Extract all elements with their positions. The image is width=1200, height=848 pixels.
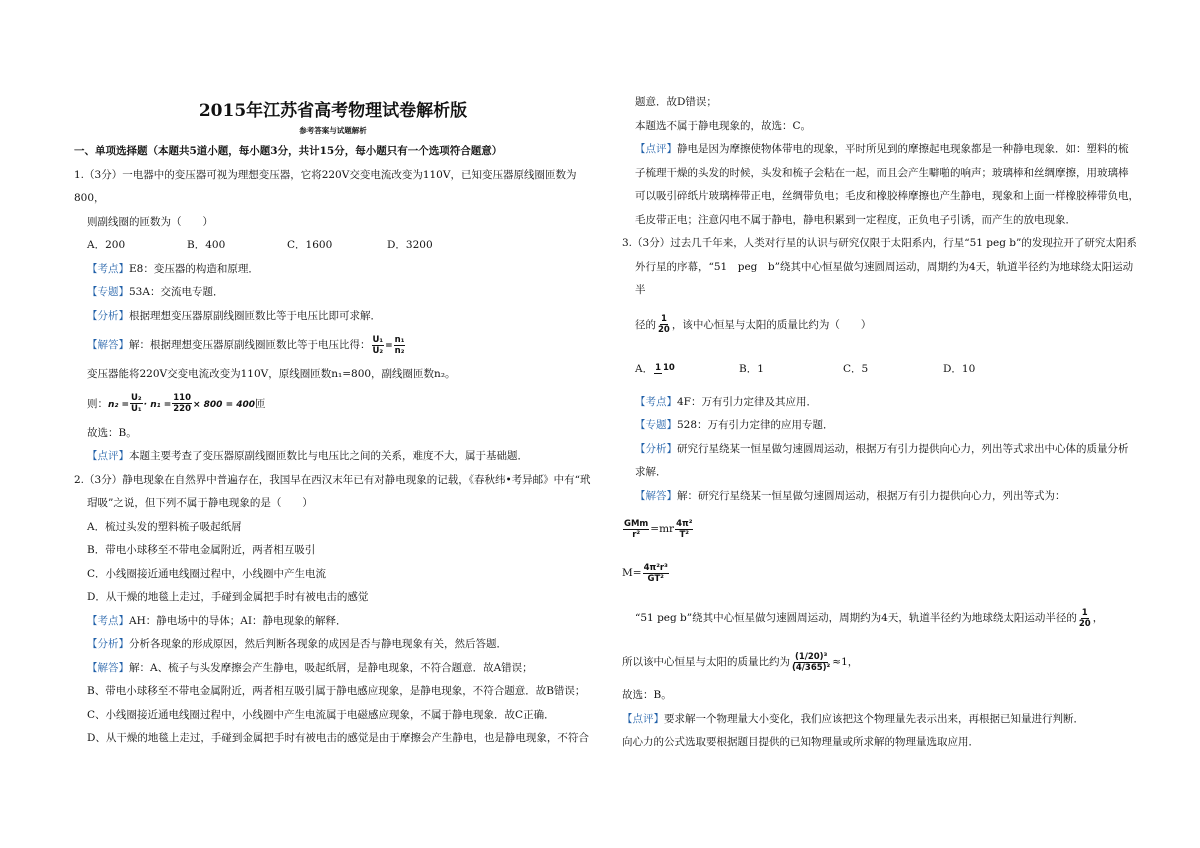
frac-num: 1 bbox=[655, 363, 662, 373]
q3-option-b: B．1 bbox=[739, 362, 764, 375]
q1-formula-1 bbox=[372, 335, 385, 356]
q3-jieda2-fraction bbox=[1078, 608, 1092, 629]
frac-num: GMm bbox=[624, 518, 649, 529]
frac-num: n₁ bbox=[394, 334, 405, 345]
q2-option-c: C．小线圈接近通电线圈过程中，小线圈中产生电流 bbox=[87, 567, 327, 580]
q1-zhuanti-text: 53A：交流电专题． bbox=[129, 286, 224, 298]
q2-jieda-d1: D、从干燥的地毯上走过，手碰到金属把手时有被电击的感觉是由于摩擦会产生静电，也是静电现象，不符合 bbox=[87, 732, 589, 744]
formula-lhs: n₂ = bbox=[108, 399, 130, 410]
q3-option-d: D．10 bbox=[943, 362, 976, 375]
q2-dianping-1 bbox=[622, 138, 1142, 162]
q2-kaodian bbox=[74, 610, 592, 634]
q1-dianping-text: 本题主要考查了变压器原副线圈匝数比与电压比之间的关系，难度不大，属于基础题． bbox=[129, 450, 528, 462]
formula-eq: = bbox=[385, 341, 393, 351]
fenxi-tag: 【分析】 bbox=[87, 309, 129, 322]
q3-jieda3-post: ≈1， bbox=[832, 656, 859, 668]
q3-dianping-2: 向心力的公式选取要根据题目提供的已知物理量或所求解的物理量选取应用． bbox=[622, 736, 979, 748]
q3-fenxi-text: 研究行星绕某一恒星做匀速圆周运动，根据万有引力提供向心力，列出等式求出中心体的质量分析 bbox=[677, 442, 1129, 455]
q3-fenxi-1 bbox=[622, 438, 1142, 462]
right-column bbox=[622, 91, 1142, 755]
q3-zhuanti-text: 528：万有引力定律的应用专题． bbox=[677, 419, 834, 431]
q3-equation-2 bbox=[622, 550, 1142, 596]
formula-rhs: × 800 = 400 bbox=[192, 399, 256, 410]
q2-conclusion: 本题选不属于静电现象的，故选：C。 bbox=[635, 119, 812, 132]
q1-option-c: C．1600 bbox=[287, 239, 333, 251]
fenxi-tag: 【分析】 bbox=[87, 638, 129, 650]
q3-stem3-post: ，该中心恒星与太阳的质量比约为（ ） bbox=[671, 318, 872, 331]
frac-den: r² bbox=[632, 529, 641, 540]
section-heading: 一、单项选择题（本题共5道小题，每小题3分，共计15分，每小题只有一个选项符合题意） bbox=[74, 145, 503, 157]
zhuanti-tag: 【专题】 bbox=[87, 286, 129, 298]
q1-options bbox=[74, 234, 592, 258]
frac-den: U₁ bbox=[131, 404, 142, 414]
q1-kaodian bbox=[74, 258, 592, 282]
kaodian-tag: 【考点】 bbox=[635, 395, 677, 408]
q3-eq1-mid: =mr bbox=[650, 523, 675, 535]
q3-dianping-1 bbox=[622, 708, 1142, 732]
frac-num: 4π²r³ bbox=[643, 562, 668, 573]
q1-option-b: B．400 bbox=[187, 239, 226, 251]
q1-formula-1b bbox=[394, 335, 406, 356]
q3-eq2-fraction bbox=[643, 563, 669, 584]
frac-num: (1/20)³ bbox=[794, 651, 828, 662]
q1-formula-2a bbox=[130, 393, 143, 414]
q1-jieda3-post: 匝 bbox=[255, 397, 266, 410]
q1-fenxi-text: 根据理想变压器原副线圈匝数比等于电压比即可求解． bbox=[129, 309, 381, 322]
jieda-tag: 【解答】 bbox=[87, 339, 129, 351]
frac-den: 220 bbox=[173, 404, 191, 414]
q2-dianping-4: 毛皮带正电；注意闪电不属于静电，静电积累到一定程度，正负电子引诱，而产生的放电现象． bbox=[635, 213, 1076, 226]
q2-jieda-d2: 题意．故D错误； bbox=[635, 96, 717, 108]
frac-num: 4π² bbox=[676, 518, 693, 529]
zhuanti-tag: 【专题】 bbox=[635, 419, 677, 431]
q1-option-a: A．200 bbox=[87, 239, 126, 251]
q2-kaodian-text: AH：静电场中的导体；AI：静电现象的解释． bbox=[129, 614, 347, 627]
frac-num: 1 bbox=[660, 314, 667, 324]
q3-options bbox=[622, 347, 1142, 391]
q1-jieda-2: 变压器能将220V交变电流改变为110V，原线圈匝数n₁=800，副线圈匝数n₂。 bbox=[87, 368, 456, 380]
dianping-tag: 【点评】 bbox=[622, 712, 664, 725]
q3-answer: 故选：B。 bbox=[622, 689, 672, 701]
q3-dianping-text: 要求解一个物理量大小变化，我们应该把这个物理量先表示出来，再根据已知量进行判断． bbox=[664, 712, 1084, 725]
q2-dianping-3: 可以吸引碎纸片玻璃棒带正电，丝绸带负电；毛皮和橡胶棒摩擦也产生静电，现象和上面一样橡胶棒带负电， bbox=[635, 190, 1139, 202]
q3-opta-fraction bbox=[654, 363, 676, 374]
q2-stem-line1: 2.（3分）静电现象在自然界中普遍存在，我国早在西汉末年已有对静电现象的记载，《春秋纬•考异邮》中有“玳 bbox=[74, 473, 591, 486]
frac-den: 20 bbox=[1078, 618, 1091, 629]
q3-eq1-lhs bbox=[623, 519, 649, 540]
dianping-tag: 【点评】 bbox=[635, 143, 677, 155]
q3-stem-line3 bbox=[622, 303, 1142, 347]
jieda-tag: 【解答】 bbox=[635, 489, 677, 502]
q2-option-d: D．从干燥的地毯上走过，手碰到金属把手时有被电击的感觉 bbox=[87, 591, 369, 603]
dianping-tag: 【点评】 bbox=[87, 450, 129, 462]
left-column bbox=[74, 0, 592, 751]
frac-den: (4/365)² bbox=[792, 662, 831, 673]
q3-stem-fraction bbox=[657, 314, 671, 335]
q2-jieda-b: B、带电小球移至不带电金属附近，两者相互吸引属于静电感应现象，是静电现象，不符合题意．故B错误； bbox=[87, 685, 586, 697]
q1-dianping bbox=[74, 445, 592, 469]
q2-dianping-text: 静电是因为摩擦使物体带电的现象，平时所见到的摩擦起电现象都是一种静电现象．如：塑料的梳 bbox=[677, 143, 1129, 155]
q2-stem-line2: 瑁吸”之说，但下列不属于静电现象的是（ ） bbox=[87, 497, 313, 509]
q1-jieda-text: 解：根据理想变压器原副线圈匝数比等于电压比得： bbox=[129, 339, 371, 351]
q3-kaodian-text: 4F：万有引力定律及其应用． bbox=[677, 395, 817, 408]
q1-fenxi bbox=[74, 305, 592, 329]
q3-stem-line2: 外行星的序幕，“51 peg b”绕其中心恒星做匀速圆周运动，周期约为4天，轨道半径约为地球绕太阳运动半 bbox=[635, 260, 1134, 296]
q2-dianping-2: 子梳理干燥的头发的时候，头发和梳子会粘在一起，而且会产生噼啪的响声；玻璃棒和丝绸摩擦，用玻璃棒 bbox=[635, 166, 1129, 179]
q3-zhuanti bbox=[622, 414, 1142, 438]
page-title: 2015年江苏省高考物理试卷解析版 bbox=[198, 101, 468, 121]
q1-option-d: D．3200 bbox=[387, 239, 433, 251]
q3-jieda2-post: ， bbox=[1092, 612, 1104, 624]
kaodian-tag: 【考点】 bbox=[87, 614, 129, 627]
frac-den: 20 bbox=[658, 325, 670, 335]
frac-num: U₂ bbox=[131, 393, 142, 403]
page-subtitle: 参考答案与试题解析 bbox=[299, 126, 367, 135]
kaodian-tag: 【考点】 bbox=[87, 262, 129, 275]
q1-jieda-3 bbox=[74, 387, 592, 422]
q3-eq1-rhs bbox=[675, 519, 693, 540]
q2-fenxi bbox=[74, 633, 592, 657]
q3-kaodian bbox=[622, 391, 1142, 415]
q2-option-a: A．梳过头发的塑料梳子吸起纸屑 bbox=[87, 520, 242, 533]
frac-den: U₂ bbox=[372, 345, 384, 356]
q3-jieda3-fraction bbox=[791, 652, 831, 673]
q1-formula-2b bbox=[172, 393, 192, 414]
q3-option-c: C．5 bbox=[843, 362, 869, 375]
q2-jieda-a-text: 解：A、梳子与头发摩擦会产生静电，吸起纸屑，是静电现象，不符合题意．故A错误； bbox=[129, 661, 533, 674]
q3-opta-pre: A． bbox=[635, 362, 654, 375]
frac-num: U₁ bbox=[372, 334, 384, 345]
frac-den: GT² bbox=[647, 573, 664, 584]
q1-stem-line2: 则副线圈的匝数为（ ） bbox=[87, 215, 213, 228]
q3-fenxi-2: 求解． bbox=[635, 466, 667, 478]
q2-jieda-a bbox=[74, 657, 592, 681]
q1-answer: 故选：B。 bbox=[87, 426, 137, 439]
frac-den: T² bbox=[679, 529, 690, 540]
question-1 bbox=[74, 164, 592, 469]
frac-num: 1 bbox=[1081, 607, 1088, 618]
q3-eq2-pre: M= bbox=[622, 567, 642, 579]
q3-jieda-text: 解：研究行星绕某一恒星做匀速圆周运动，根据万有引力提供向心力，列出等式为： bbox=[677, 489, 1066, 502]
q1-stem-line1: 1.（3分）一电器中的变压器可视为理想变压器，它将220V交变电流改变为110V，已知变压器原线圈匝数为800， bbox=[74, 168, 577, 204]
q3-stem3-pre: 径的 bbox=[635, 318, 656, 331]
q3-jieda2-pre: “51 peg b”绕其中心恒星做匀速圆周运动，周期约为4天，轨道半径约为地球绕太阳运动半径的 bbox=[635, 612, 1077, 624]
q1-kaodian-text: E8：变压器的构造和原理． bbox=[129, 262, 259, 275]
question-3 bbox=[622, 232, 1142, 755]
formula-mid: · n₁ = bbox=[143, 399, 172, 410]
frac-num: 110 bbox=[173, 393, 191, 403]
q3-jieda3-pre: 所以该中心恒星与太阳的质量比约为 bbox=[622, 656, 790, 668]
q2-option-b: B．带电小球移至不带电金属附近，两者相互吸引 bbox=[87, 544, 316, 556]
jieda-tag: 【解答】 bbox=[87, 661, 129, 674]
question-2 bbox=[74, 469, 592, 751]
q1-zhuanti bbox=[74, 281, 592, 305]
q1-jieda bbox=[74, 328, 592, 363]
frac-den: n₂ bbox=[394, 345, 405, 356]
q1-jieda3-pre: 则： bbox=[87, 397, 108, 410]
frac-den: 10 bbox=[663, 363, 675, 373]
q2-jieda-c: C、小线圈接近通电线圈过程中，小线圈中产生电流属于电磁感应现象，不属于静电现象．故C正确． bbox=[87, 708, 555, 721]
q3-jieda-3 bbox=[622, 640, 1142, 684]
q2-fenxi-text: 分析各现象的形成原因，然后判断各现象的成因是否与静电现象有关，然后答题． bbox=[129, 638, 507, 650]
q3-option-a bbox=[635, 347, 739, 391]
q3-equation-1 bbox=[622, 508, 1142, 550]
q3-jieda-1 bbox=[622, 485, 1142, 509]
q3-jieda-2 bbox=[622, 596, 1142, 640]
q3-stem-line1: 3.（3分）过去几千年来，人类对行星的认识与研究仅限于太阳系内，行星“51 peg b”的发现拉开了研究太阳系 bbox=[622, 237, 1137, 249]
fenxi-tag: 【分析】 bbox=[635, 442, 677, 455]
